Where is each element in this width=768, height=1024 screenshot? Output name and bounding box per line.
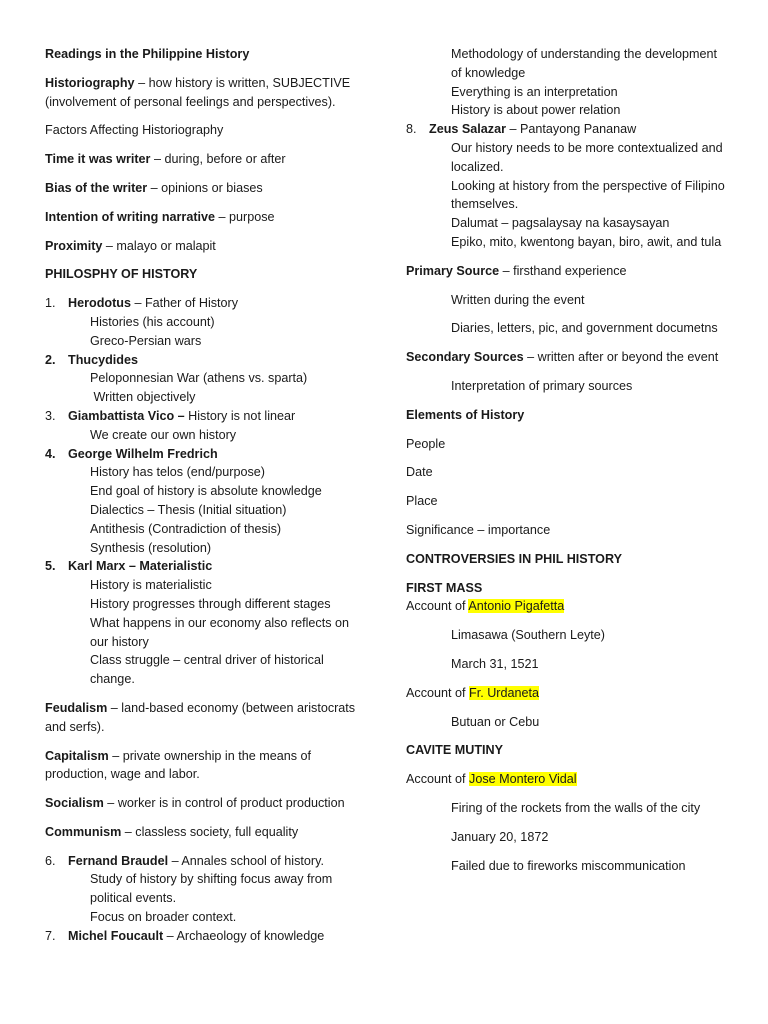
philosopher-note: Focus on broader context. [90,910,237,925]
account-line: Account of Antonio Pigafetta [406,599,565,614]
account-note: Failed due to fireworks miscommunication [451,858,686,873]
secondary-source-definition: Secondary Sources – written after or beyond the event [406,350,719,365]
philosopher-note: Looking at history from the perspective of Filipino themselves. [451,178,725,212]
philosopher-note: Methodology of understanding the development of knowledge [451,47,718,80]
philosopher-item: 5. Karl Marx – Materialistic [45,559,213,574]
philosopher-note: History has telos (end/purpose) [90,465,265,480]
elements-heading: Elements of History [406,407,525,422]
source-note: Diaries, letters, pic, and government documetns [451,321,718,336]
account-note: January 20, 1872 [451,829,549,844]
philosopher-note: Written objectively [90,390,196,405]
highlighted-name: Antonio Pigafetta [468,599,565,614]
highlighted-name: Fr. Urdaneta [469,685,540,700]
philosophers-list-continued [45,852,365,946]
philosopher-note: Peloponnesian War (athens vs. sparta) [90,371,308,386]
philosopher-note: Antithesis (Contradiction of thesis) [90,521,282,536]
left-column [45,45,365,946]
element-item: Date [406,465,433,480]
historiography-definition: Historiography – how history is written, SUBJECTIVE (involvement of personal feelings and perspectives). [45,75,351,109]
philosopher-item: 2. Thucydides [45,352,138,367]
account-note: Butuan or Cebu [451,714,540,729]
right-column [406,45,726,875]
element-item: Significance – importance [406,522,551,537]
controversies-heading: CONTROVERSIES IN PHIL HISTORY [406,551,622,566]
element-item: People [406,436,446,451]
highlighted-name: Jose Montero Vidal [469,772,577,787]
primary-source-definition: Primary Source – firsthand experience [406,263,627,278]
cavite-heading: CAVITE MUTINY [406,743,504,758]
philosophy-heading: PHILOSPHY OF HISTORY [45,267,198,282]
factor-item: Intention of writing narrative – purpose [45,209,275,224]
philosopher-note: Our history needs to be more contextualized and localized. [451,140,723,174]
account-line: Account of Fr. Urdaneta [406,685,540,700]
economic-system: Socialism – worker is in control of product production [45,796,345,811]
factor-item: Time it was writer – during, before or after [45,152,286,167]
factor-item: Proximity – malayo or malapit [45,238,216,253]
philosopher-item: 4. George Wilhelm Fredrich [45,446,218,461]
philosopher-note: Study of history by shifting focus away from political events. [90,872,333,906]
account-note: Firing of the rockets from the walls of the city [451,800,701,815]
philosopher-note: Epiko, mito, kwentong bayan, biro, awit, and tula [451,234,722,249]
account-line: Account of Jose Montero Vidal [406,772,577,787]
philosopher-note: What happens in our economy also reflects on our history [90,615,350,649]
philosopher-note: Synthesis (resolution) [90,540,212,555]
philosopher-item: 3. Giambattista Vico – History is not linear [45,408,296,423]
philosopher-item: 6. Fernand Braudel – Annales school of history. [45,853,324,868]
philosophers-list [45,294,365,689]
factor-item: Bias of the writer – opinions or biases [45,180,263,195]
economic-system: Capitalism – private ownership in the means of production, wage and labor. [45,748,312,782]
philosopher-note: History is materialistic [90,578,212,593]
first-mass-heading: FIRST MASS [406,580,483,595]
philosopher-note: History progresses through different stages [90,596,331,611]
philosopher-note: Dialectics – Thesis (Initial situation) [90,502,287,517]
source-note: Written during the event [451,292,585,307]
philosopher-note: Greco-Persian wars [90,333,202,348]
philosopher-note: Dalumat – pagsalaysay na kasaysayan [451,216,670,231]
philosopher-item: 8. Zeus Salazar – Pantayong Pananaw [406,122,637,137]
element-item: Place [406,494,438,509]
factors-heading: Factors Affecting Historiography [45,123,224,138]
source-note: Interpretation of primary sources [451,378,633,393]
economic-system: Feudalism – land-based economy (between aristocrats and serfs). [45,700,356,734]
philosopher-note: Histories (his account) [90,314,215,329]
philosopher-note: History is about power relation [451,103,621,118]
philosopher-note: Everything is an interpretation [451,84,618,99]
philosopher-item: 7. Michel Foucault – Archaeology of knowledge [45,928,325,943]
document-title: Readings in the Philippine History [45,47,250,61]
philosopher-item: 1. Herodotus – Father of History [45,296,239,311]
philosopher-note: End goal of history is absolute knowledge [90,484,322,499]
economic-system: Communism – classless society, full equality [45,824,299,839]
account-note: Limasawa (Southern Leyte) [451,628,606,643]
philosopher-note: We create our own history [90,427,237,442]
philosopher-note: Class struggle – central driver of historical change. [90,653,324,687]
account-note: March 31, 1521 [451,656,539,671]
